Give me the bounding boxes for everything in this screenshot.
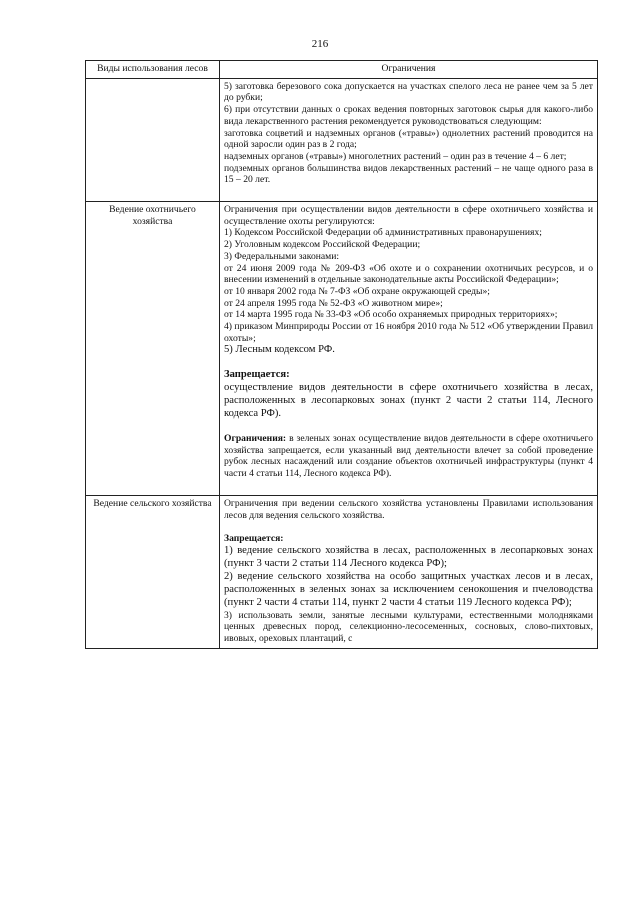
restriction-line: подземных органов большинства видов лекарственных растений – не чаще одного раза в 15 – 20 лет.: [224, 162, 593, 186]
restriction-line: 6) при отсутствии данных о сроках ведения повторных заготовок сырья для какого-либо вида лекарственного растения рекомендуется руководствоваться следующим:: [224, 104, 593, 127]
regulation-item: от 14 марта 1995 года № 33-ФЗ «Об особо охраняемых природных территориях»;: [224, 309, 558, 321]
prohibited-item: 2) ведение сельского хозяйства на особо защитных участках лесов и в лесах, расположенных в зеленых зонах за исключением сенокошения и пчеловодства (пункт 2 части 4 статьи 114, пункт 2 части 4 статьи 119 Лесного кодекса РФ);: [224, 570, 593, 608]
row-kind-agriculture: Ведение сельского хозяйства: [86, 495, 220, 648]
restriction-line: надземных органов («травы») многолетних растений – один раз в течение 4 – 6 лет;: [224, 150, 567, 162]
prohibited-text: осуществление видов деятельности в сфере охотничьего хозяйства в лесах, расположенных в лесопарковых зонах (пункт 2 части 2 статьи 114, Лесного кодекса РФ).: [224, 382, 593, 420]
prohibited-item: 3) использовать земли, занятые лесными культурами, естественными молодняками ценных древесных пород, селекционно-лесосеменных, сосновых, слово-пихтовых, ивовых, ореховых плантаций, с: [224, 609, 593, 645]
restrictions-label: Ограничения:: [224, 433, 287, 445]
restriction-intro: Ограничения при осуществлении видов деятельности в сфере охотничьего хозяйства и осуществление охоты регулируются:: [224, 204, 593, 227]
table-row: [86, 495, 598, 648]
row-kind-cell: [86, 78, 220, 201]
regulation-item: 1) Кодексом Российской Федерации об административных правонарушениях;: [224, 227, 542, 239]
regulation-item: от 24 июня 2009 года № 209-ФЗ «Об охоте и о сохранении охотничьих ресурсов, и о внесении изменений в отдельные законодательные акты Российской Федерации»;: [224, 262, 593, 286]
regulation-item: 4) приказом Минприроды России от 16 ноября 2010 года № 512 «Об утверждении Правил охоты»;: [224, 321, 593, 344]
restriction-intro: Ограничения при ведении сельского хозяйства установлены Правилами использования лесов для ведения сельского хозяйства.: [224, 497, 593, 521]
header-forest-use-types: Виды использования лесов: [86, 61, 220, 79]
regulation-item: 5) Лесным кодексом РФ.: [224, 344, 335, 356]
restriction-line: заготовка соцветий и надземных органов («травы») однолетних растений проводится на одной заросли один раз в 2 года;: [224, 127, 593, 151]
page-number: 216: [311, 38, 329, 50]
table-row: [86, 78, 598, 201]
regulation-item: 3) Федеральными законами:: [224, 250, 340, 262]
table-header-row: [86, 61, 598, 79]
restriction-line: 5) заготовка березового сока допускается на участках спелого леса не ранее чем за 5 лет до рубки;: [224, 80, 593, 104]
row-restrictions-cell: [220, 78, 598, 201]
row-restrictions-agriculture: [220, 495, 598, 648]
restrictions-table: [85, 60, 598, 649]
restrictions-paragraph: [224, 433, 593, 480]
prohibited-item: 1) ведение сельского хозяйства в лесах, расположенных в лесопарковых зонах (пункт 3 части 2 статьи 114 Лесного кодекса РФ);: [224, 545, 593, 569]
row-kind-hunting: Ведение охотничьего хозяйства: [86, 202, 220, 496]
restrictions-text: в зеленых зонах осуществление видов деятельности в сфере охотничьего хозяйства запрещается, если указанный вид деятельности влечет за собой проведение рубок лесных насаждений или создание объектов охотничьей инфраструктуры (пункт 4 части 4 статьи 114, Лесного кодекса РФ).: [224, 433, 593, 480]
prohibited-label: Запрещается:: [224, 369, 290, 381]
header-restrictions: Ограничения: [220, 61, 598, 79]
regulation-item: 2) Уголовным кодексом Российской Федерации;: [224, 239, 421, 251]
table-row: [86, 202, 598, 496]
regulation-item: от 10 января 2002 года № 7-ФЗ «Об охране окружающей среды»;: [224, 285, 490, 297]
row-restrictions-hunting: [220, 202, 598, 496]
prohibited-label: Запрещается:: [224, 533, 284, 545]
regulation-item: от 24 апреля 1995 года № 52-ФЗ «О животном мире»;: [224, 297, 443, 309]
